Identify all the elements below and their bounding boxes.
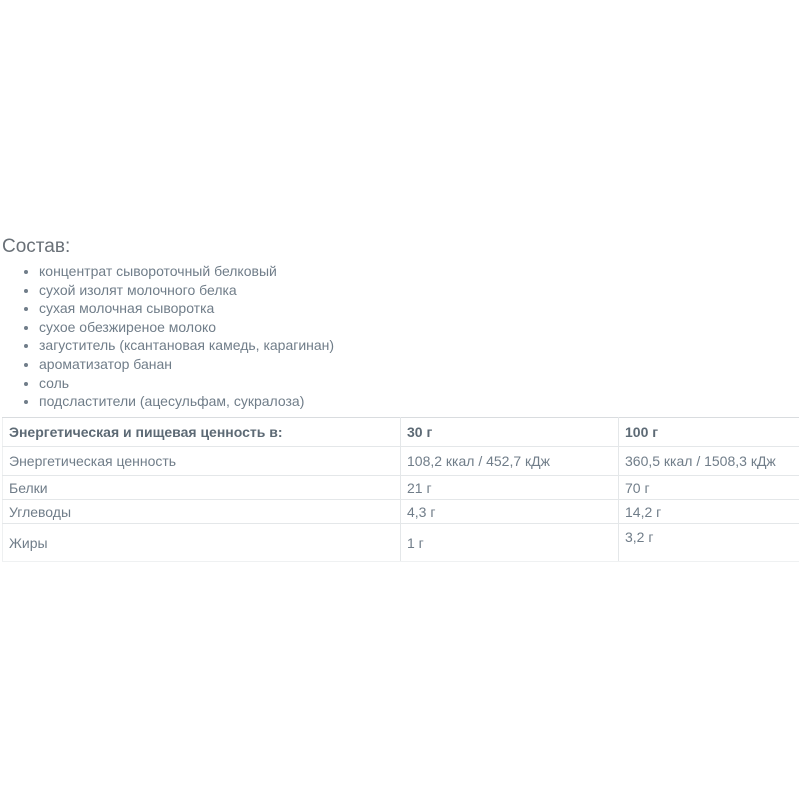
value-30g: 108,2 ккал / 452,7 кДж [401, 447, 619, 476]
value-30g: 4,3 г [401, 500, 619, 524]
list-item: • концентрат сывороточный белковый [39, 262, 334, 281]
list-item: • сухая молочная сыворотка [39, 299, 334, 318]
list-item: • подсластители (ацесульфам, сукралоза) [39, 392, 334, 411]
nutrition-table [2, 417, 799, 562]
list-item: • соль [39, 374, 334, 393]
row-label: Энергетическая ценность [3, 447, 401, 476]
row-label: Жиры [3, 524, 401, 562]
table-header-col-30g: 30 г [401, 418, 619, 447]
value-100g: 70 г [619, 476, 800, 500]
value-30g: 1 г [401, 524, 619, 562]
table-row [3, 524, 800, 562]
value-100g: 360,5 ккал / 1508,3 кДж [619, 447, 800, 476]
row-label: Белки [3, 476, 401, 500]
composition-heading: Состав: [2, 236, 71, 257]
ingredients-list [2, 262, 334, 411]
table-row [3, 447, 800, 476]
value-100g: 3,2 г [619, 524, 800, 562]
value-100g: 14,2 г [619, 500, 800, 524]
list-item: • сухое обезжиреное молоко [39, 318, 334, 337]
table-row [3, 500, 800, 524]
list-item: • сухой изолят молочного белка [39, 281, 334, 300]
table-header-col-100g: 100 г [619, 418, 800, 447]
value-30g: 21 г [401, 476, 619, 500]
row-label: Углеводы [3, 500, 401, 524]
list-item: • ароматизатор банан [39, 355, 334, 374]
list-item: • загуститель (ксантановая камедь, карагинан) [39, 336, 334, 355]
table-row [3, 476, 800, 500]
table-header-label: Энергетическая и пищевая ценность в: [3, 418, 401, 447]
table-header-row [3, 418, 800, 447]
